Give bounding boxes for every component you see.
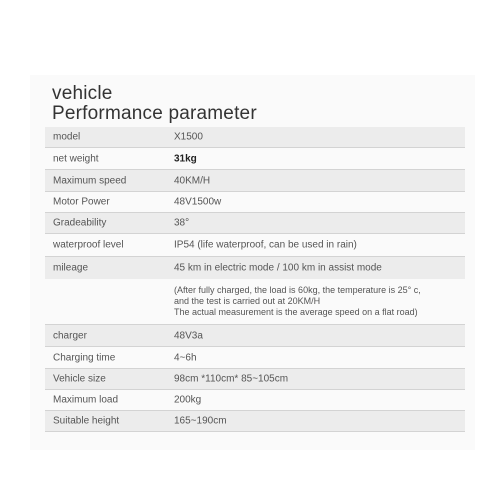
spec-value: 48V3a — [174, 330, 203, 341]
spec-value: 31kg — [174, 153, 197, 164]
spec-value: IP54 (life waterproof, can be used in rain) — [174, 239, 357, 251]
spec-row-waterproof-level — [45, 234, 465, 257]
spec-label: waterproof level — [53, 239, 124, 251]
spec-value: 4~6h — [174, 352, 197, 363]
mileage-note — [174, 285, 421, 318]
spec-row-mileage — [45, 257, 465, 279]
spec-row-vehicle-size — [45, 369, 465, 390]
spec-table — [45, 127, 465, 432]
spec-row-motor-power — [45, 192, 465, 213]
spec-row-model — [45, 127, 465, 148]
spec-value: 98cm *110cm* 85~105cm — [174, 373, 289, 385]
heading-vehicle: vehicle — [52, 83, 113, 104]
spec-value: 48V1500w — [174, 196, 222, 208]
note-line: (After fully charged, the load is 60kg, the temperature is 25° c, — [174, 285, 421, 295]
spec-row-net-weight — [45, 148, 465, 170]
note-line: and the test is carried out at 20KM/H — [174, 296, 321, 306]
spec-value: 45 km in electric mode / 100 km in assist mode — [174, 262, 382, 274]
spec-row-maximum-load — [45, 390, 465, 411]
spec-row-gradeability — [45, 213, 465, 234]
spec-label: model — [53, 131, 81, 143]
spec-label: Vehicle size — [53, 373, 106, 385]
spec-row-maximum-speed — [45, 170, 465, 192]
spec-value: 40KM/H — [174, 175, 211, 186]
heading-performance-parameter: Performance parameter — [52, 103, 257, 124]
spec-label: charger — [53, 330, 87, 341]
spec-label: Charging time — [53, 352, 116, 363]
spec-label: Maximum speed — [53, 175, 127, 186]
spec-label: Gradeability — [53, 217, 107, 229]
spec-value: 165~190cm — [174, 415, 227, 427]
spec-label: Suitable height — [53, 415, 120, 427]
spec-row-charger — [45, 325, 465, 347]
spec-value: X1500 — [174, 131, 203, 143]
spec-label: net weight — [53, 153, 99, 164]
spec-label: Motor Power — [53, 196, 110, 208]
spec-value: 200kg — [174, 394, 202, 406]
spec-row-suitable-height — [45, 411, 465, 432]
spec-row-charging-time — [45, 347, 465, 369]
spec-value: 38° — [174, 217, 190, 229]
spec-label: Maximum load — [53, 394, 119, 406]
spec-label: mileage — [53, 262, 89, 274]
note-line: The actual measurement is the average speed on a flat road) — [174, 307, 418, 317]
spec-row-mileage-note — [45, 279, 465, 325]
